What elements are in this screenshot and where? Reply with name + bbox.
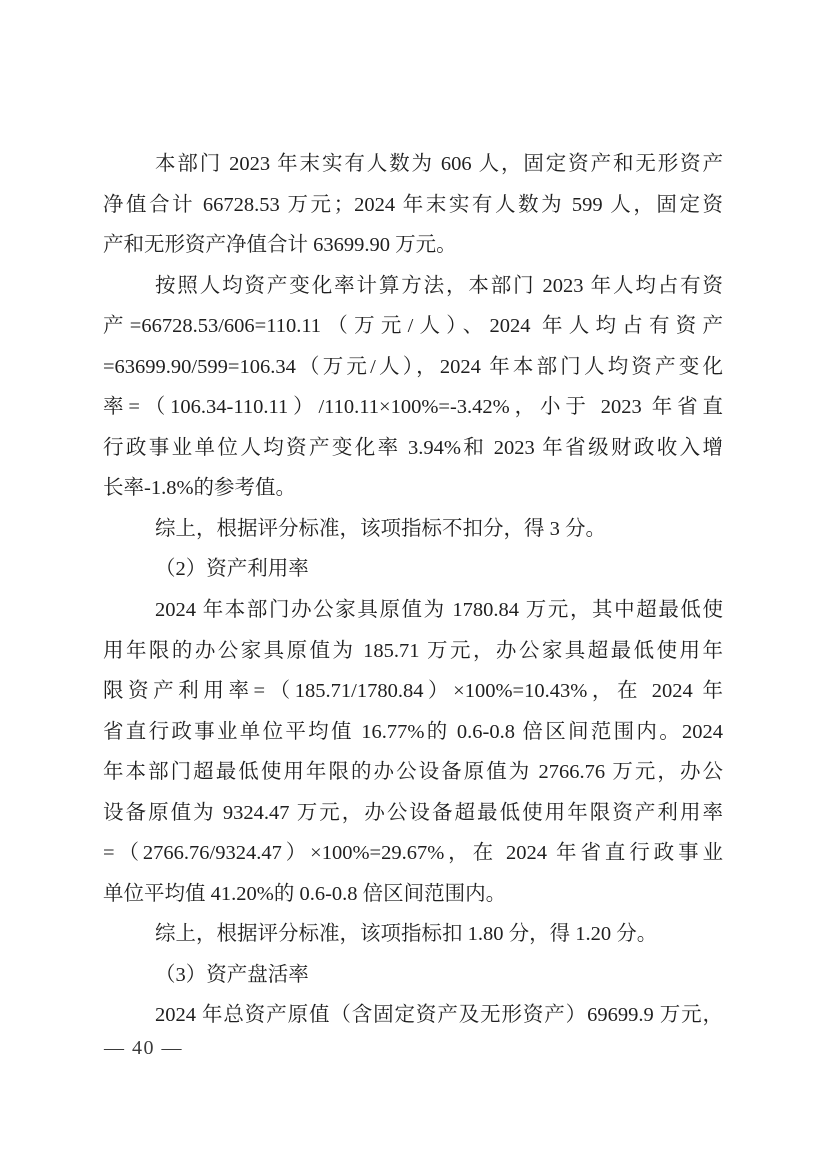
text-line: =63699.90/599=106.34（万元/人），2024 年本部门人均资产变化 <box>103 355 723 378</box>
text-line: 限资产利用率=（185.71/1780.84）×100%=10.43%，在 2024 年 <box>103 680 723 703</box>
text-line: 按照人均资产变化率计算方法，本部门 2023 年人均占有资 <box>155 274 723 297</box>
text-line: 设备原值为 9324.47 万元，办公设备超最低使用年限资产利用率 <box>103 801 723 824</box>
text-line: 产=66728.53/606=110.11（万元/人）、2024 年人均占有资产 <box>103 315 723 338</box>
text-line: 综上，根据评分标准，该项指标不扣分，得 3 分。 <box>155 517 606 540</box>
page-footer <box>104 1036 183 1060</box>
text-line: 净值合计 66728.53 万元；2024 年末实有人数为 599 人，固定资 <box>103 193 723 216</box>
text-line: 单位平均值 41.20%的 0.6-0.8 倍区间范围内。 <box>103 882 507 905</box>
text-line: 本部门 2023 年末实有人数为 606 人，固定资产和无形资产 <box>155 153 723 175</box>
text-line: 率=（106.34-110.11）/110.11×100%=-3.42%，小于 2023 年省直 <box>103 396 723 419</box>
text-line: 综上，根据评分标准，该项指标扣 1.80 分，得 1.20 分。 <box>155 923 658 946</box>
text-line: 年本部门超最低使用年限的办公设备原值为 2766.76 万元，办公 <box>103 761 723 784</box>
text-line: 行政事业单位人均资产变化率 3.94%和 2023 年省级财政收入增 <box>103 436 723 459</box>
text-line: （3）资产盘活率 <box>155 963 309 986</box>
text-line: 2024 年总资产原值（含固定资产及无形资产）69699.9 万元， <box>155 1004 723 1027</box>
text-line: 产和无形资产净值合计 63699.90 万元。 <box>103 234 457 257</box>
text-line: 长率-1.8%的参考值。 <box>103 477 297 500</box>
text-line: 2024 年本部门办公家具原值为 1780.84 万元，其中超最低使 <box>155 599 723 622</box>
page-number: — 40 — <box>104 1037 183 1059</box>
text-line: 省直行政事业单位平均值 16.77%的 0.6-0.8 倍区间范围内。2024 <box>103 720 723 743</box>
text-line: 用年限的办公家具原值为 185.71 万元，办公家具超最低使用年 <box>103 639 723 662</box>
text-line: （2）资产利用率 <box>155 558 309 581</box>
text-line: =（2766.76/9324.47）×100%=29.67%，在 2024 年省直行政事业 <box>103 842 723 865</box>
document-body <box>103 144 723 1036</box>
